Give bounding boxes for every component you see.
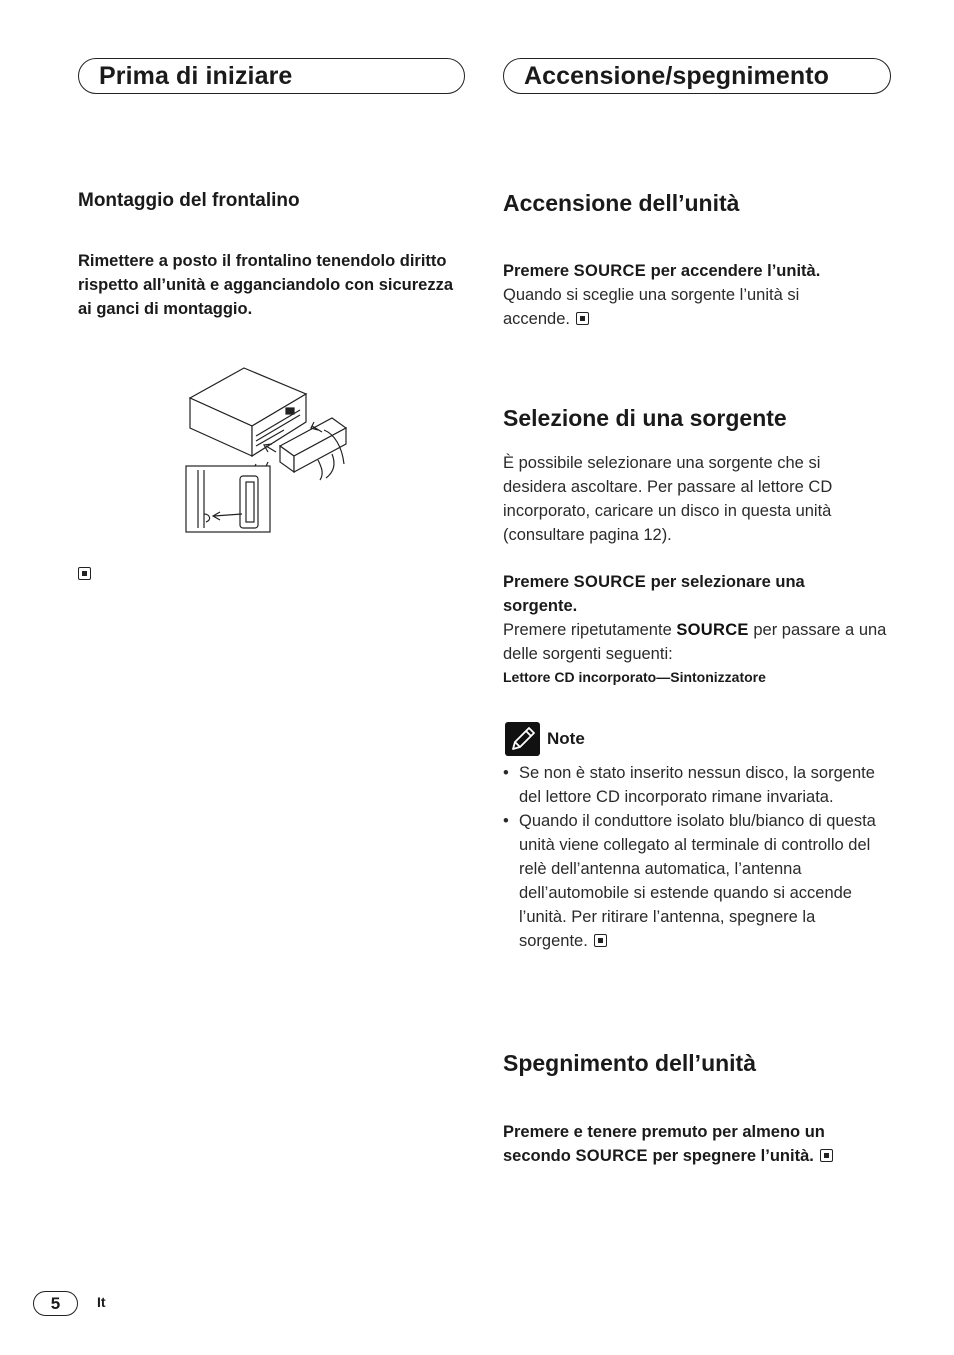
- source-key-label: SOURCE: [575, 1147, 648, 1165]
- power-on-description-text: Quando si sceglie una sorgente l’unità si accende.: [503, 286, 800, 328]
- note-item-text: Quando il conduttore isolato blu/bianco di questa unità viene collegato al terminale di controllo del relè dell’antenna automatica, l’antenna dell’automobile si estende quando si accende l’unità. Per ritirare l’antenna, spegnere la sorgente.: [519, 812, 876, 950]
- note-list: [503, 761, 883, 953]
- section-end-mark-icon: [594, 934, 607, 947]
- language-code: It: [97, 1294, 106, 1310]
- source-select-instruction-text-2: per selezionare una sorgente.: [503, 573, 805, 615]
- power-off-instruction-text-2: per spegnere l’unità.: [652, 1147, 814, 1165]
- note-label: Note: [547, 729, 585, 748]
- source-select-title: Selezione di una sorgente: [503, 405, 787, 431]
- left-subtitle: Montaggio del frontalino: [78, 190, 300, 211]
- power-off-title: Spegnimento dell’unità: [503, 1050, 757, 1076]
- note-item-text: Se non è stato inserito nessun disco, la sorgente del lettore CD incorporato rimane invariata.: [519, 764, 875, 806]
- source-select-instruction-text: Premere: [503, 573, 570, 591]
- section-end-mark-icon: [820, 1149, 833, 1162]
- power-off-instruction-text: Premere e tenere premuto per almeno un secondo: [503, 1123, 825, 1165]
- power-on-instruction-text: Premere: [503, 262, 570, 280]
- power-off-instruction: [503, 1120, 873, 1168]
- section-end-mark-icon: [576, 312, 589, 325]
- source-repeat-text: Premere ripetutamente: [503, 621, 672, 639]
- power-on-instruction: [503, 259, 888, 283]
- section-header-right: [503, 58, 891, 94]
- power-on-description: [503, 283, 843, 331]
- source-key-label: SOURCE: [676, 621, 749, 639]
- note-item: [503, 761, 883, 809]
- bullet: •: [503, 764, 509, 782]
- bullet: •: [503, 812, 509, 830]
- source-sequence: Lettore CD incorporato—Sintonizzatore: [503, 669, 766, 685]
- source-select-instruction: [503, 570, 833, 618]
- page-number: 5: [33, 1291, 78, 1316]
- section-title-left: Prima di iniziare: [99, 62, 293, 90]
- source-select-description: È possibile selezionare una sorgente che si desidera ascoltare. Per passare al lettore CD incorporato, caricare un disco in questa unità (consultare pagina 12).: [503, 454, 833, 544]
- section-header-left: [78, 58, 465, 94]
- note-pencil-icon: [505, 722, 540, 756]
- section-end-mark-icon: [78, 567, 91, 580]
- source-key-label: SOURCE: [573, 573, 647, 591]
- faceplate-mounting-illustration: [184, 364, 364, 536]
- left-instruction: Rimettere a posto il frontalino tenendolo diritto rispetto all’unità e agganciandolo con sicurezza ai ganci di montaggio.: [78, 252, 453, 318]
- section-title-right: Accensione/spegnimento: [524, 62, 830, 90]
- note-item: [503, 809, 883, 953]
- power-on-instruction-text-2: per accendere l’unità.: [650, 262, 821, 280]
- power-on-title: Accensione dell’unità: [503, 190, 740, 216]
- source-repeat-description: [503, 618, 888, 666]
- source-repeat-text-2: per passare a una delle sorgenti seguenti:: [503, 621, 887, 663]
- source-key-label: SOURCE: [573, 262, 647, 280]
